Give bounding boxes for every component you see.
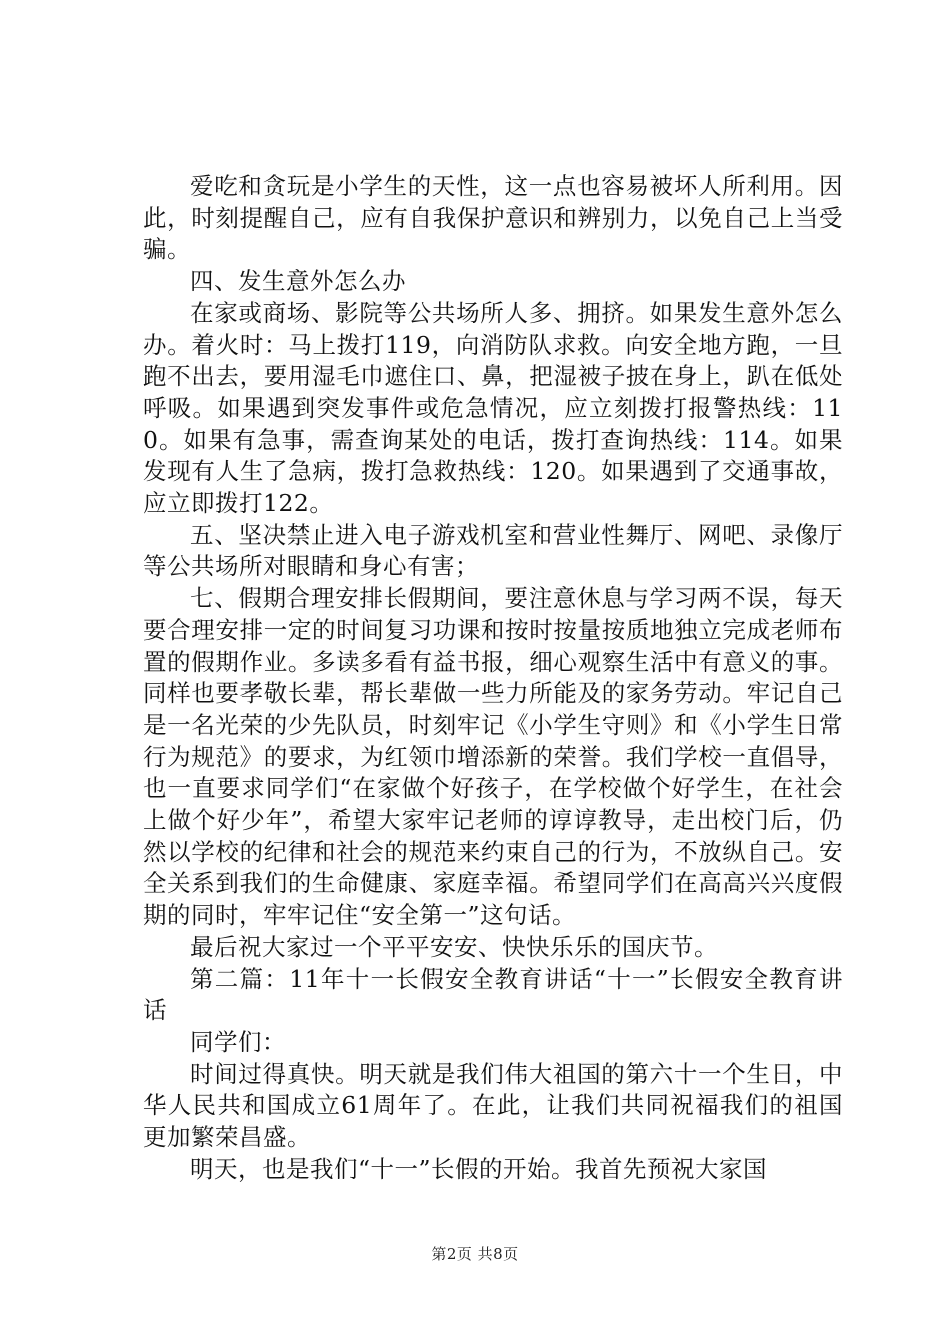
heading-accident: 四、发生意外怎么办 [190, 267, 406, 296]
paragraph-holiday-arrangement: 七、假期合理安排长假期间，要注意休息与学习两不误，每天要合理安排一定的时间复习功课和按时按量按质地独立完成老师布置的假期作业。多读多看有益书报，细心观察生活中有意义的事。同样也要孝敬长辈，帮长辈做一些力所能及的家务劳动。牢记自己是一名光荣的少先队员，时刻牢记《小学生守则》和《小学生日常行为规范》的要求，为红领巾增添新的荣誉。我们学校一直倡导，也一直要求同学们“在家做个好孩子，在学校做个好学生，在社会上做个好少年”，希望大家牢记老师的谆谆教导，走出校门后，仍然以学校的纪律和社会的规范来约束自己的行为，不放纵自己。安全关系到我们的生命健康、家庭幸福。希望同学们在高高兴兴度假期的同时，牢牢记住“安全第一”这句话。 [143, 584, 843, 930]
paragraph-greeting: 同学们： [190, 1027, 286, 1056]
paragraph-prohibited-places: 五、坚决禁止进入电子游戏机室和营业性舞厅、网吧、录像厅等公共场所对眼睛和身心有害； [143, 520, 843, 581]
paragraph-self-protection: 爱吃和贪玩是小学生的天性，这一点也容易被坏人所利用。因此，时刻提醒自己，应有自我保护意识和辨别力，以免自己上当受骗。 [143, 172, 843, 264]
paragraph-birthday: 时间过得真快。明天就是我们伟大祖国的第六十一个生日，中华人民共和国成立61周年了。在此，让我们共同祝福我们的祖国更加繁荣昌盛。 [143, 1059, 843, 1152]
paragraph-wishes: 最后祝大家过一个平平安安、快快乐乐的国庆节。 [190, 932, 718, 961]
page-number: 第2页 共8页 [431, 1245, 519, 1263]
paragraph-holiday-start: 明天，也是我们“十一”长假的开始。我首先预祝大家国 [190, 1154, 768, 1183]
document-body [143, 171, 843, 1186]
paragraph-emergency: 在家或商场、影院等公共场所人多、拥挤。如果发生意外怎么办。着火时：马上拨打119，向消防队求救。向安全地方跑，一旦跑不出去，要用湿毛巾遮住口、鼻，把湿被子披在身上，趴在低处呼吸。如果遇到突发事件或危急情况，应立刻拨打报警热线：110。如果有急事，需查询某处的电话，拨打查询热线：114。如果发现有人生了急病，拨打急救热线：120。如果遇到了交通事故，应立即拨打122。 [143, 298, 843, 518]
heading-second-article: 第二篇：11年十一长假安全教育讲话“十一”长假安全教育讲话 [143, 964, 843, 1025]
